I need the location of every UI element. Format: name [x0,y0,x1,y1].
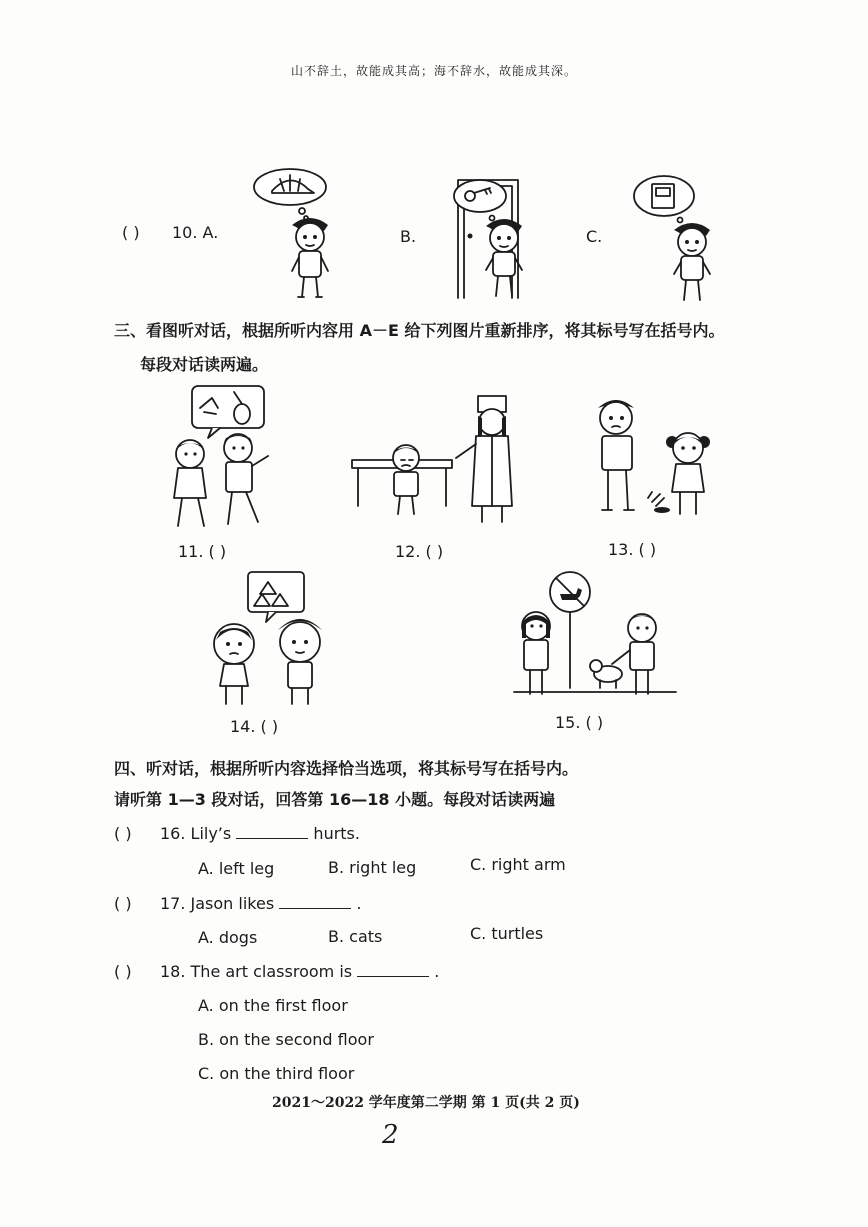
q10-label: 10. A. [172,223,219,242]
section4-title: 四、听对话，根据所听内容选择恰当选项，将其标号写在括号内。 [114,759,579,778]
broken-plant-icon [648,492,670,513]
no-dogs-sign-illustration [510,570,680,705]
q17-option-c: C. turtles [470,924,544,943]
section3-title: 三、看图听对话，根据所听内容用 A－E 给下列图片重新排序，将其标号写在括号内。 [114,321,725,340]
q10-option-b: B. [400,227,417,246]
girl-figure [666,433,710,514]
handwritten-page-number: 2 [382,1120,399,1150]
q16-option-a: A. left leg [198,859,275,878]
thought-bubble-icon [254,169,326,220]
girl-figure [522,612,550,694]
doctor-patient-illustration [350,394,530,529]
boy-figure [674,223,710,300]
section4-instruction: 请听第 1—3 段对话，回答第 16—18 小题。每段对话读两遍 [114,790,556,809]
q17-option-b: B. cats [328,927,383,946]
q17-blank [279,894,351,909]
q13-label: 13. ( ) [608,540,657,559]
q18-stem [160,962,439,981]
q16-paren: ( ) [114,824,132,843]
girl-figure [174,440,206,526]
boy-figure [612,614,656,694]
dog-icon [590,660,622,688]
q10-option-c: C. [586,227,603,246]
boy-door-key-illustration [440,160,560,300]
q18-paren: ( ) [114,962,132,981]
girl-figure [214,624,254,704]
boy-figure [292,218,328,297]
q18-blank [357,962,429,977]
sick-boy-figure [393,445,419,514]
q18-option-b: B. on the second floor [198,1030,374,1049]
q16-option-c: C. right arm [470,855,566,874]
q16-option-b: B. right leg [328,858,417,877]
q17-stem-pre: 17. Jason likes [160,894,275,913]
section3-subtitle: 每段对话读两遍。 [140,355,269,374]
q15-label: 15. ( ) [555,713,604,732]
page-footer: 2021～2022 学年度第二学期 第 1 页(共 2 页) [272,1095,580,1111]
q18-option-c: C. on the third floor [198,1064,355,1083]
q18-stem-post: . [434,962,440,981]
boy-figure [598,400,634,510]
q10-paren: ( ) [122,223,140,242]
key-thought-bubble-icon [454,180,506,221]
boy-figure [486,219,522,296]
q17-option-a: A. dogs [198,928,258,947]
boy-thinking-cap-illustration [250,165,360,300]
no-dogs-sign-icon [550,572,590,688]
q18-option-a: A. on the first floor [198,996,348,1015]
boy-girl-plant-illustration [590,394,740,524]
q11-label: 11. ( ) [178,542,227,561]
rice-dumplings-speech-bubble-icon [248,572,304,622]
book-thought-bubble-icon [634,176,694,223]
q18-stem-pre: 18. The art classroom is [160,962,353,981]
q17-stem-post: . [356,894,362,913]
boy-figure [278,619,322,704]
instruments-speech-bubble-icon [192,386,264,438]
motto: 山不辞土，故能成其高；海不辞水，故能成其深。 [290,64,577,78]
boy-figure [224,434,268,524]
kids-rice-dumplings-illustration [210,570,340,710]
q16-stem [160,824,360,843]
q17-stem [160,894,361,913]
q16-stem-pre: 16. Lily’s [160,824,232,843]
doctor-figure [456,396,512,522]
q17-paren: ( ) [114,894,132,913]
q12-label: 12. ( ) [395,542,444,561]
boy-thinking-book-illustration [630,172,740,302]
q16-blank [236,824,308,839]
q16-stem-post: hurts. [313,824,360,843]
kids-instruments-illustration [160,384,290,534]
q14-label: 14. ( ) [230,717,279,736]
